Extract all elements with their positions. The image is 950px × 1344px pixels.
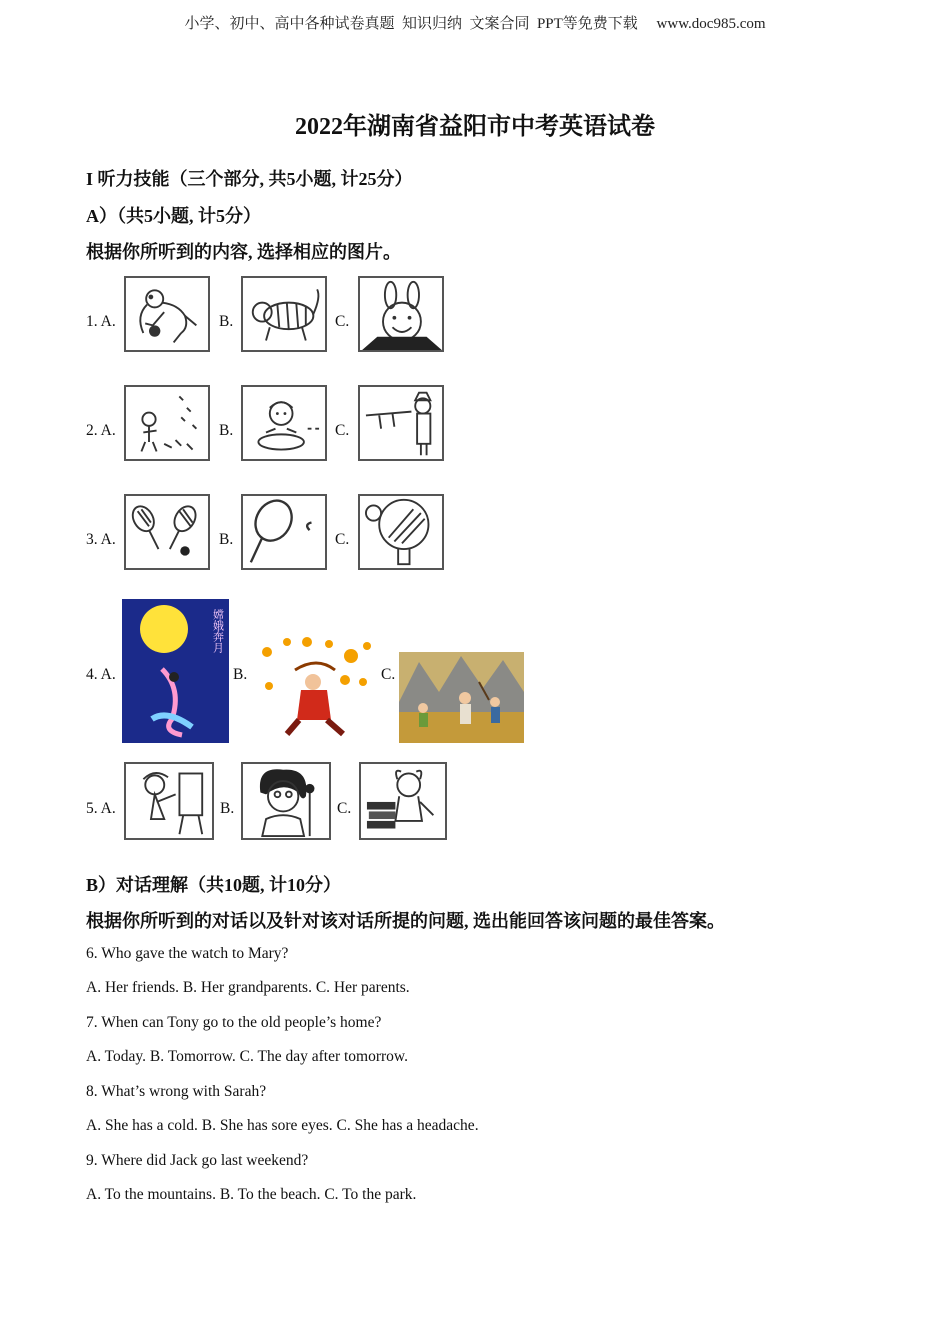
q1-option-b: B. xyxy=(219,313,234,330)
q1-label: 1. A. xyxy=(86,313,116,330)
q1-option-c: C. xyxy=(335,313,350,330)
q5-label: 5. A. xyxy=(86,800,116,817)
reading-girl-icon[interactable] xyxy=(359,762,447,840)
q2-label: 2. A. xyxy=(86,422,116,439)
part-b-instruction: 根据你所听到的对话以及针对该对话所提的问题, 选出能回答该问题的最佳答案。 xyxy=(86,911,725,931)
painting-girl-icon[interactable] xyxy=(124,762,214,840)
question-9: 9. Where did Jack go last weekend? xyxy=(86,1152,309,1169)
part-a-heading: A）（共5小题, 计5分） xyxy=(86,206,261,226)
houyi-shoots-suns-image[interactable] xyxy=(255,630,379,737)
badminton-icon[interactable] xyxy=(124,494,210,570)
q3-option-b: B. xyxy=(219,531,234,548)
monkey-icon[interactable] xyxy=(124,276,210,352)
exam-title: 2022年湖南省益阳市中考英语试卷 xyxy=(295,114,655,140)
question-6-options: A. Her friends. B. Her grandparents. C. Her parents. xyxy=(86,979,410,996)
tiger-icon[interactable] xyxy=(241,276,327,352)
question-6: 6. Who gave the watch to Mary? xyxy=(86,945,289,962)
section-1-heading: I 听力技能（三个部分, 共5小题, 计25分） xyxy=(86,169,413,189)
question-9-options: A. To the mountains. B. To the beach. C. To the park. xyxy=(86,1186,417,1203)
snowman-icon[interactable] xyxy=(358,385,444,461)
q2-option-b: B. xyxy=(219,422,234,439)
q2-option-c: C. xyxy=(335,422,350,439)
q5-option-b: B. xyxy=(220,800,235,817)
swimming-boy-icon[interactable] xyxy=(241,385,327,461)
part-b-heading: B）对话理解（共10题, 计10分） xyxy=(86,875,342,895)
singing-girl-icon[interactable] xyxy=(241,762,331,840)
q4-option-c: C. xyxy=(381,666,396,683)
question-8-options: A. She has a cold. B. She has sore eyes. C. She has a headache. xyxy=(86,1117,479,1134)
question-7-options: A. Today. B. Tomorrow. C. The day after tomorrow. xyxy=(86,1048,408,1065)
yugong-moves-mountains-image[interactable] xyxy=(399,652,524,743)
question-8: 8. What’s wrong with Sarah? xyxy=(86,1083,267,1100)
painting-caption: 嫦娥奔月 xyxy=(211,609,225,653)
q4-label: 4. A. xyxy=(86,666,116,683)
ping-pong-icon[interactable] xyxy=(358,494,444,570)
q4-option-b: B. xyxy=(233,666,248,683)
q5-option-c: C. xyxy=(337,800,352,817)
part-a-instruction: 根据你所听到的内容, 选择相应的图片。 xyxy=(86,242,401,262)
rabbit-icon[interactable] xyxy=(358,276,444,352)
question-7: 7. When can Tony go to the old people’s home? xyxy=(86,1014,382,1031)
raking-leaves-icon[interactable] xyxy=(124,385,210,461)
change-flies-to-moon-image[interactable] xyxy=(122,599,229,743)
tennis-icon[interactable] xyxy=(241,494,327,570)
q3-option-c: C. xyxy=(335,531,350,548)
q3-label: 3. A. xyxy=(86,531,116,548)
page-header: 小学、初中、高中各种试卷真题 知识归纳 文案合同 PPT等免费下载 www.doc985.com xyxy=(184,16,766,32)
